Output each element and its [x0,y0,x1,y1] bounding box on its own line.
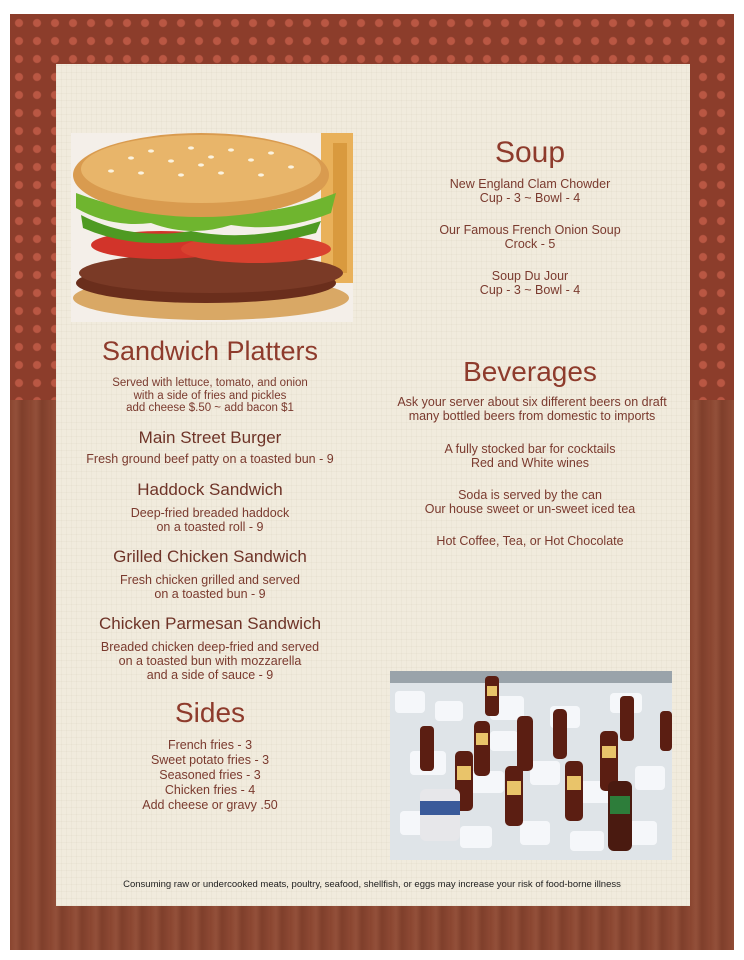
beer-bucket-photo [390,671,672,860]
soup-heading: Soup [494,136,566,169]
sandwich-desc-line: add cheese $.50 ~ add bacon $1 [126,402,294,414]
sides-item: French fries - 3 [167,738,253,752]
item-main-street-burger: Main Street Burger [138,428,282,447]
item-haddock-sandwich: Haddock Sandwich [137,480,283,499]
item-desc-line: Breaded chicken deep-fried and served [100,640,320,654]
food-safety-disclaimer: Consuming raw or undercooked meats, poultry, seafood, shellfish, or eggs may increase your risk of food-borne illness [123,879,621,890]
sides-item: Sweet potato fries - 3 [150,753,270,767]
item-desc-line: Deep-fried breaded haddock [130,506,290,520]
item-desc-line: on a toasted roll - 9 [156,520,264,534]
beverage-line: many bottled beers from domestic to imports [408,409,656,423]
beverage-line: Red and White wines [470,456,590,470]
item-desc-line: on a toasted bun - 9 [154,587,266,601]
beverage-line: Our house sweet or un-sweet iced tea [424,502,636,516]
beverage-soda [390,488,670,516]
sides-item: Seasoned fries - 3 [159,768,261,782]
sides-item: Chicken fries - 4 [164,783,256,797]
item-grilled-chicken-desc [60,573,360,601]
beverage-bar [390,442,670,470]
beverage-beers [372,395,692,423]
item-desc-line: Fresh ground beef patty on a toasted bun - 9 [86,452,334,466]
beverage-line: Soda is served by the can [458,488,602,502]
soup-item-price: Crock - 5 [504,237,556,251]
item-haddock-desc [60,506,360,534]
sides-item: Add cheese or gravy .50 [142,798,278,812]
beverage-hot-drinks [390,534,670,548]
item-grilled-chicken-sandwich: Grilled Chicken Sandwich [113,547,307,566]
soup-item-clam-chowder [390,177,670,205]
item-chicken-parmesan-desc [60,640,360,682]
item-desc-line: Fresh chicken grilled and served [120,573,300,587]
sandwich-desc-line: with a side of fries and pickles [133,389,287,402]
beverage-line: Hot Coffee, Tea, or Hot Chocolate [436,534,624,548]
soup-item-name: Soup Du Jour [491,269,569,283]
beverages-heading: Beverages [463,356,597,387]
soup-item-price: Cup - 3 ~ Bowl - 4 [479,283,581,297]
sandwich-heading: Sandwich Platters [101,336,319,366]
menu-sheet [10,14,734,950]
item-main-street-burger-desc [50,452,370,466]
item-desc-line: on a toasted bun with mozzarella [118,654,302,668]
sides-heading: Sides [174,697,246,728]
item-chicken-parmesan-sandwich: Chicken Parmesan Sandwich [98,614,322,633]
soup-item-name: New England Clam Chowder [449,177,611,191]
soup-item-french-onion [390,223,670,251]
sandwich-description [60,377,360,415]
soup-item-du-jour [390,269,670,297]
beverage-line: Ask your server about six different beers on draft [397,395,667,409]
sandwich-desc-line: Served with lettuce, tomato, and onion [112,377,308,389]
sides-list [100,738,320,813]
burger-photo [71,133,353,322]
soup-item-price: Cup - 3 ~ Bowl - 4 [479,191,581,205]
item-desc-line: and a side of sauce - 9 [146,668,274,682]
beverage-line: A fully stocked bar for cocktails [444,442,616,456]
soup-item-name: Our Famous French Onion Soup [439,223,621,237]
